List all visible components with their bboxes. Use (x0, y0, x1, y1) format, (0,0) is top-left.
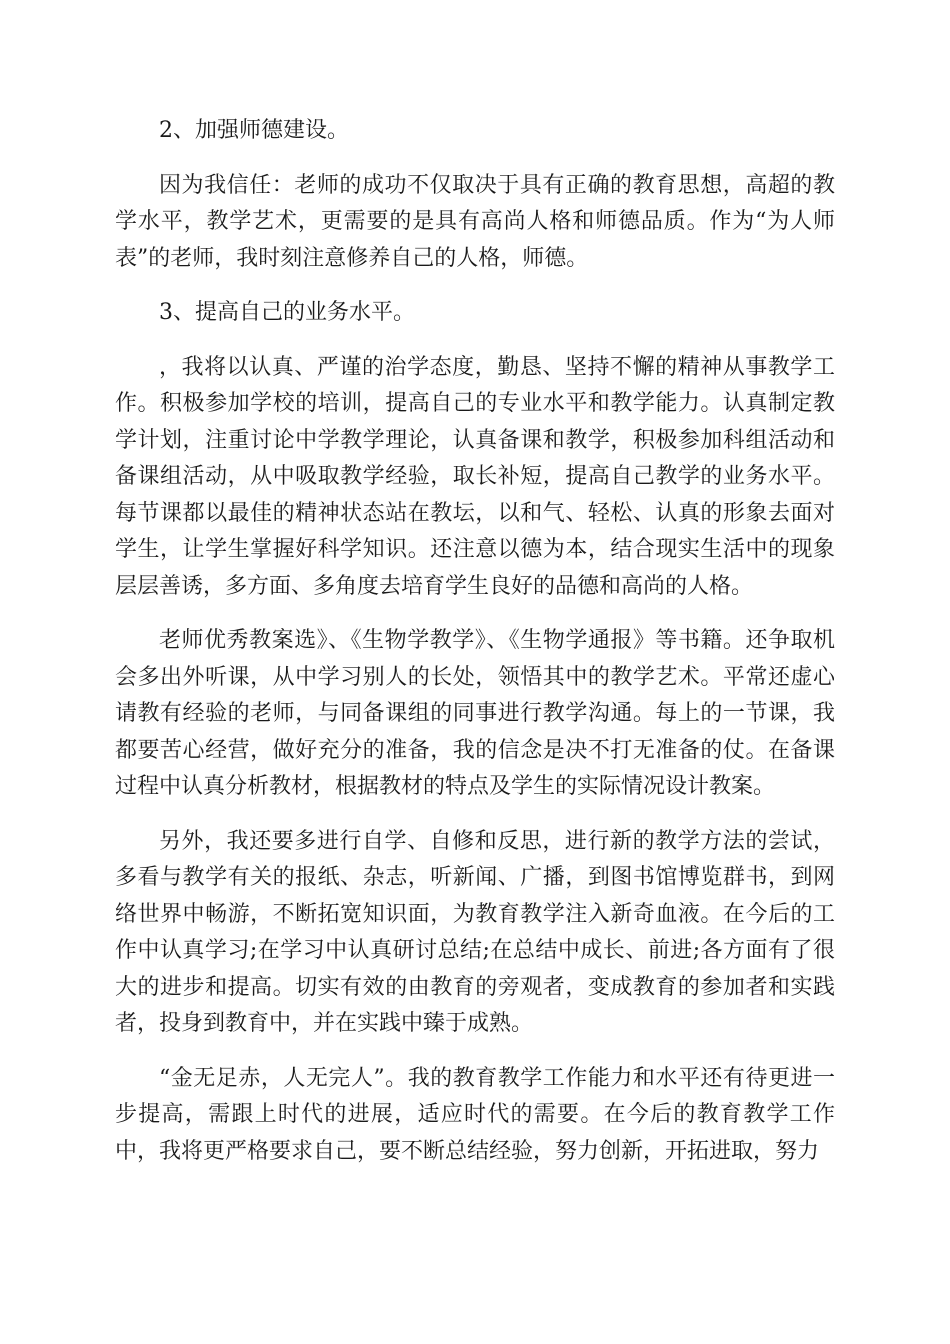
paragraph-teacher-ethics: 因为我信任：老师的成功不仅取决于具有正确的教育思想，高超的教学水平，教学艺术，更需要的是具有高尚人格和师德品质。作为“为人师表”的老师，我时刻注意修养自己的人格，师德。 (115, 172, 835, 271)
paragraph-self-study: 另外，我还要多进行自学、自修和反思，进行新的教学方法的尝试，多看与教学有关的报纸、杂志，听新闻、广播，到图书馆博览群书，到网络世界中畅游，不断拓宽知识面，为教育教学注入新奇血液。在今后的工作中认真学习;在学习中认真研讨总结;在总结中成长、前进;各方面有了很大的进步和提高。切实有效的由教育的旁观者，变成教育的参加者和实践者，投身到教育中，并在实践中臻于成熟。 (115, 828, 835, 1036)
paragraph-conclusion: “金无足赤，人无完人”。我的教育教学工作能力和水平还有待更进一步提高，需跟上时代的进展，适应时代的需要。在今后的教育教学工作中，我将更严格要求自己，要不断总结经验，努力创新，开拓进取，努力 (115, 1065, 835, 1164)
paragraph-reading-and-observation: 老师优秀教案选》、《生物学教学》、《生物学通报》等书籍。还争取机会多出外听课，从中学习别人的长处，领悟其中的教学艺术。平常还虚心请教有经验的老师，与同备课组的同事进行教学沟通。每上的一节课，我都要苦心经营，做好充分的准备，我的信念是决不打无准备的仗。在备课过程中认真分析教材，根据教材的特点及学生的实际情况设计教案。 (115, 628, 835, 799)
paragraph-teaching-attitude: ，我将以认真、严谨的治学态度，勤恳、坚持不懈的精神从事教学工作。积极参加学校的培训，提高自己的专业水平和教学能力。认真制定教学计划，注重讨论中学教学理论，认真备课和教学，积极参加科组活动和备课组活动，从中吸取教学经验，取长补短，提高自己教学的业务水平。每节课都以最佳的精神状态站在教坛，以和气、轻松、认真的形象去面对学生，让学生掌握好科学知识。还注意以德为本，结合现实生活中的现象层层善诱，多方面、多角度去培育学生良好的品德和高尚的人格。 (115, 354, 835, 599)
section-heading-teacher-ethics: 2、加强师德建设。 (159, 118, 349, 143)
document-body (115, 113, 835, 1188)
section-heading-professional-level: 3、提高自己的业务水平。 (159, 300, 415, 325)
